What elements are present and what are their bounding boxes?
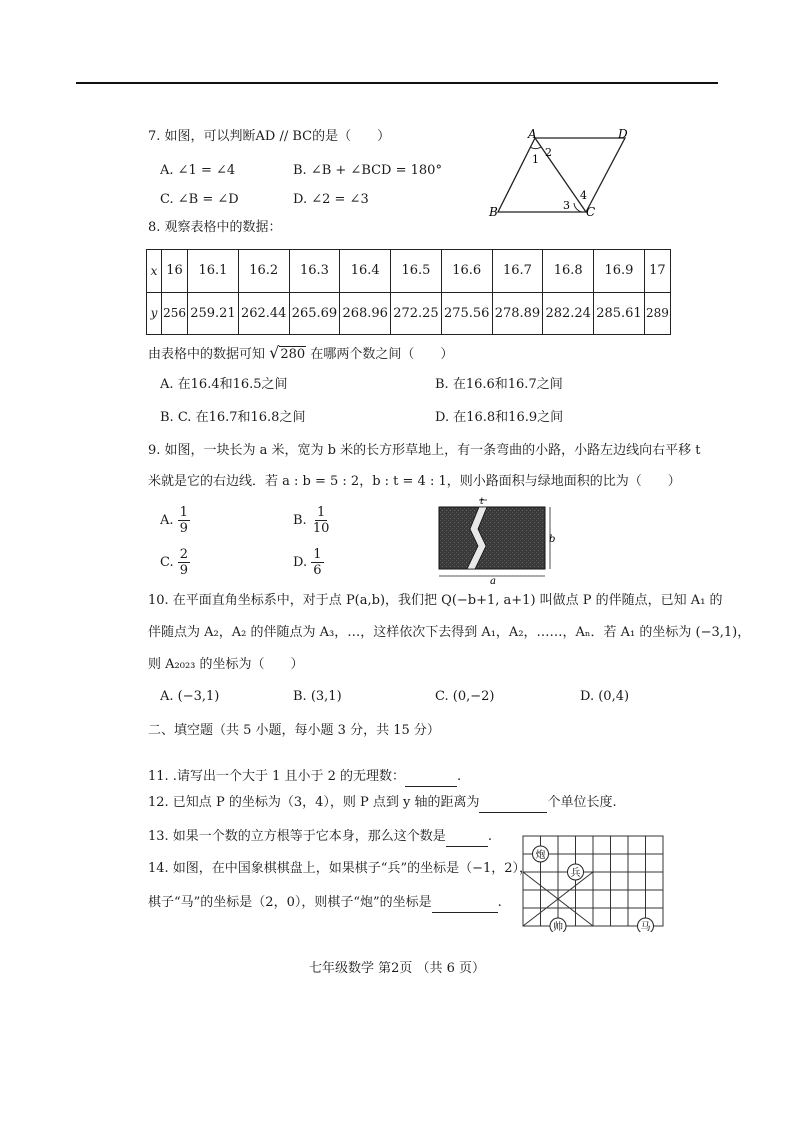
- q14-end: .: [497, 895, 502, 910]
- q8-question-pre: 由表格中的数据可知: [148, 347, 266, 362]
- q7-parallelogram-figure: [486, 126, 636, 220]
- table-cell: 16.3: [289, 250, 340, 293]
- table-cell: 278.89: [492, 292, 543, 335]
- piece-bing: [568, 864, 584, 880]
- q13-end: .: [487, 829, 492, 844]
- table-cell: y: [147, 292, 162, 335]
- option-label: A.: [160, 513, 174, 528]
- option-label: B.: [293, 513, 307, 528]
- fraction: [178, 547, 190, 578]
- table-cell: 256: [162, 292, 188, 335]
- piece-bing-label: 兵: [570, 868, 581, 879]
- q7-label-2: 2: [545, 146, 552, 159]
- q9-label-a: a: [490, 576, 496, 586]
- q7-label-B: B: [489, 205, 498, 219]
- q10-option-d: D. (0,4): [580, 689, 630, 704]
- table-cell: 17: [644, 250, 670, 293]
- q14-text: 棋子“马”的坐标是（2，0），则棋子“炮”的坐标是: [148, 895, 432, 910]
- answer-blank[interactable]: [479, 794, 547, 813]
- q11-end: .: [457, 769, 462, 784]
- numerator: 1: [313, 547, 322, 562]
- q11-text: 11. .请写出一个大于 1 且小于 2 的无理数：: [148, 769, 406, 784]
- q14-line2: [148, 894, 502, 913]
- q7-label-C: C: [586, 205, 596, 219]
- piece-shuai: [550, 918, 566, 932]
- table-cell: 16: [162, 250, 188, 293]
- q12: [148, 794, 617, 813]
- q9-line1: 9. 如图，一块长为 a 米，宽为 b 米的长方形草地上，有一条弯曲的小路，小路左边线向右平移 t: [148, 443, 701, 458]
- answer-blank[interactable]: [446, 828, 488, 847]
- table-cell: 16.6: [441, 250, 492, 293]
- table-cell: x: [147, 250, 162, 293]
- option-label: C.: [160, 555, 174, 570]
- table-cell: 16.7: [492, 250, 543, 293]
- q8-radicand: 280: [280, 347, 306, 362]
- table-cell: 289: [644, 292, 670, 335]
- q10-option-c: C. (0,−2): [435, 689, 495, 704]
- denominator: 10: [312, 521, 330, 536]
- q12-text: 12. 已知点 P 的坐标为（3，4），则 P 点到 y 轴的距离为: [148, 795, 480, 810]
- q9-line2: 米就是它的右边线．若 a : b = 5 : 2，b : t = 4 : 1，则小路面积与绿地面积的比为（ ）: [148, 474, 681, 489]
- q13: [148, 828, 492, 847]
- page-footer: 七年级数学 第2页 （共 6 页）: [308, 961, 486, 976]
- answer-blank[interactable]: [405, 768, 457, 787]
- q7-option-d: D. ∠2 = ∠3: [293, 192, 369, 207]
- q9-field-figure: [430, 494, 560, 586]
- q10-option-a: A. (−3,1): [160, 689, 220, 704]
- q8-question: [148, 344, 453, 364]
- section-2-heading: 二、填空题（共 5 小题，每小题 3 分，共 15 分）: [148, 723, 440, 738]
- table-cell: 16.9: [594, 250, 645, 293]
- table-cell: 16.2: [238, 250, 289, 293]
- fraction: [311, 505, 332, 536]
- q8-option-b: B. 在16.6和16.7之间: [435, 377, 563, 392]
- table-cell: 285.61: [594, 292, 645, 335]
- header-rule: [76, 82, 718, 84]
- q14-line1: 14. 如图，在中国象棋棋盘上，如果棋子“兵”的坐标是（−1，2），: [148, 861, 533, 876]
- q7-stem: 7. 如图，可以判断AD // BC的是（ ）: [148, 129, 391, 144]
- table-cell: 16.8: [543, 250, 594, 293]
- q8-option-c: B. C. 在16.7和16.8之间: [160, 410, 306, 425]
- q8-data-table: [146, 249, 671, 335]
- table-cell: 16.5: [391, 250, 442, 293]
- table-cell: 259.21: [188, 292, 239, 335]
- q7-label-D: D: [618, 127, 628, 141]
- table-cell: 265.69: [289, 292, 340, 335]
- q7-label-A: A: [528, 127, 537, 141]
- q7-option-c: C. ∠B = ∠D: [160, 192, 239, 207]
- q9-option-a: [160, 505, 190, 536]
- piece-pao: [533, 846, 549, 862]
- q11: [148, 768, 461, 787]
- q7-label-3: 3: [563, 199, 570, 212]
- q9-option-c: [160, 547, 190, 578]
- piece-ma-label: 马: [640, 922, 651, 932]
- numerator: 2: [179, 547, 189, 562]
- table-cell: 16.1: [188, 250, 239, 293]
- q9-option-b: [293, 505, 331, 536]
- table-row-x: [147, 250, 671, 293]
- q7-label-1: 1: [532, 153, 539, 166]
- answer-blank[interactable]: [432, 894, 498, 913]
- piece-pao-label: 炮: [535, 850, 546, 861]
- q7-option-a: A. ∠1 = ∠4: [160, 163, 236, 178]
- q7-label-4: 4: [580, 189, 587, 202]
- table-cell: 16.4: [340, 250, 391, 293]
- table-cell: 272.25: [391, 292, 442, 335]
- q8-stem: 8. 观察表格中的数据：: [148, 220, 282, 235]
- table-row-y: [147, 292, 671, 335]
- q10-option-b: B. (3,1): [293, 689, 342, 704]
- q10-line3: 则 A₂₀₂₃ 的坐标为（ ）: [148, 657, 304, 672]
- numerator: 1: [179, 505, 188, 520]
- q10-line2: 伴随点为 A₂，A₂ 的伴随点为 A₃，…，这样依次下去得到 A₁，A₂，……，Aₙ．若 A₁ 的坐标为 (−3,1)，: [148, 625, 751, 640]
- fraction: [311, 547, 323, 578]
- denominator: 9: [179, 521, 188, 536]
- table-cell: 262.44: [238, 292, 289, 335]
- q8-option-a: A. 在16.4和16.5之间: [160, 377, 288, 392]
- q7-option-b: B. ∠B + ∠BCD = 180°: [293, 163, 442, 178]
- piece-shuai-label: 帅: [553, 922, 563, 932]
- q10-line1: 10. 在平面直角坐标系中，对于点 P(a,b)，我们把 Q(−b+1, a+1) 叫做点 P 的伴随点，已知 A₁ 的: [148, 593, 723, 608]
- table-cell: 282.24: [543, 292, 594, 335]
- option-label: D.: [293, 555, 308, 570]
- denominator: 9: [179, 563, 189, 578]
- sqrt-symbol: √: [269, 343, 280, 362]
- fraction: [178, 505, 190, 536]
- table-cell: 275.56: [441, 292, 492, 335]
- table-cell: 268.96: [340, 292, 391, 335]
- q9-label-t: t: [480, 497, 484, 507]
- piece-ma: [638, 918, 654, 932]
- q8-option-d: D. 在16.8和16.9之间: [435, 410, 564, 425]
- q14-chess-board-figure: [518, 832, 668, 932]
- q12-end: 个单位长度.: [547, 795, 617, 810]
- q13-text: 13. 如果一个数的立方根等于它本身，那么这个数是: [148, 829, 446, 844]
- q9-label-b: b: [549, 534, 556, 545]
- q9-option-d: [293, 547, 324, 578]
- q8-question-post: 在哪两个数之间（ ）: [310, 347, 454, 362]
- denominator: 6: [313, 563, 322, 578]
- numerator: 1: [316, 505, 326, 520]
